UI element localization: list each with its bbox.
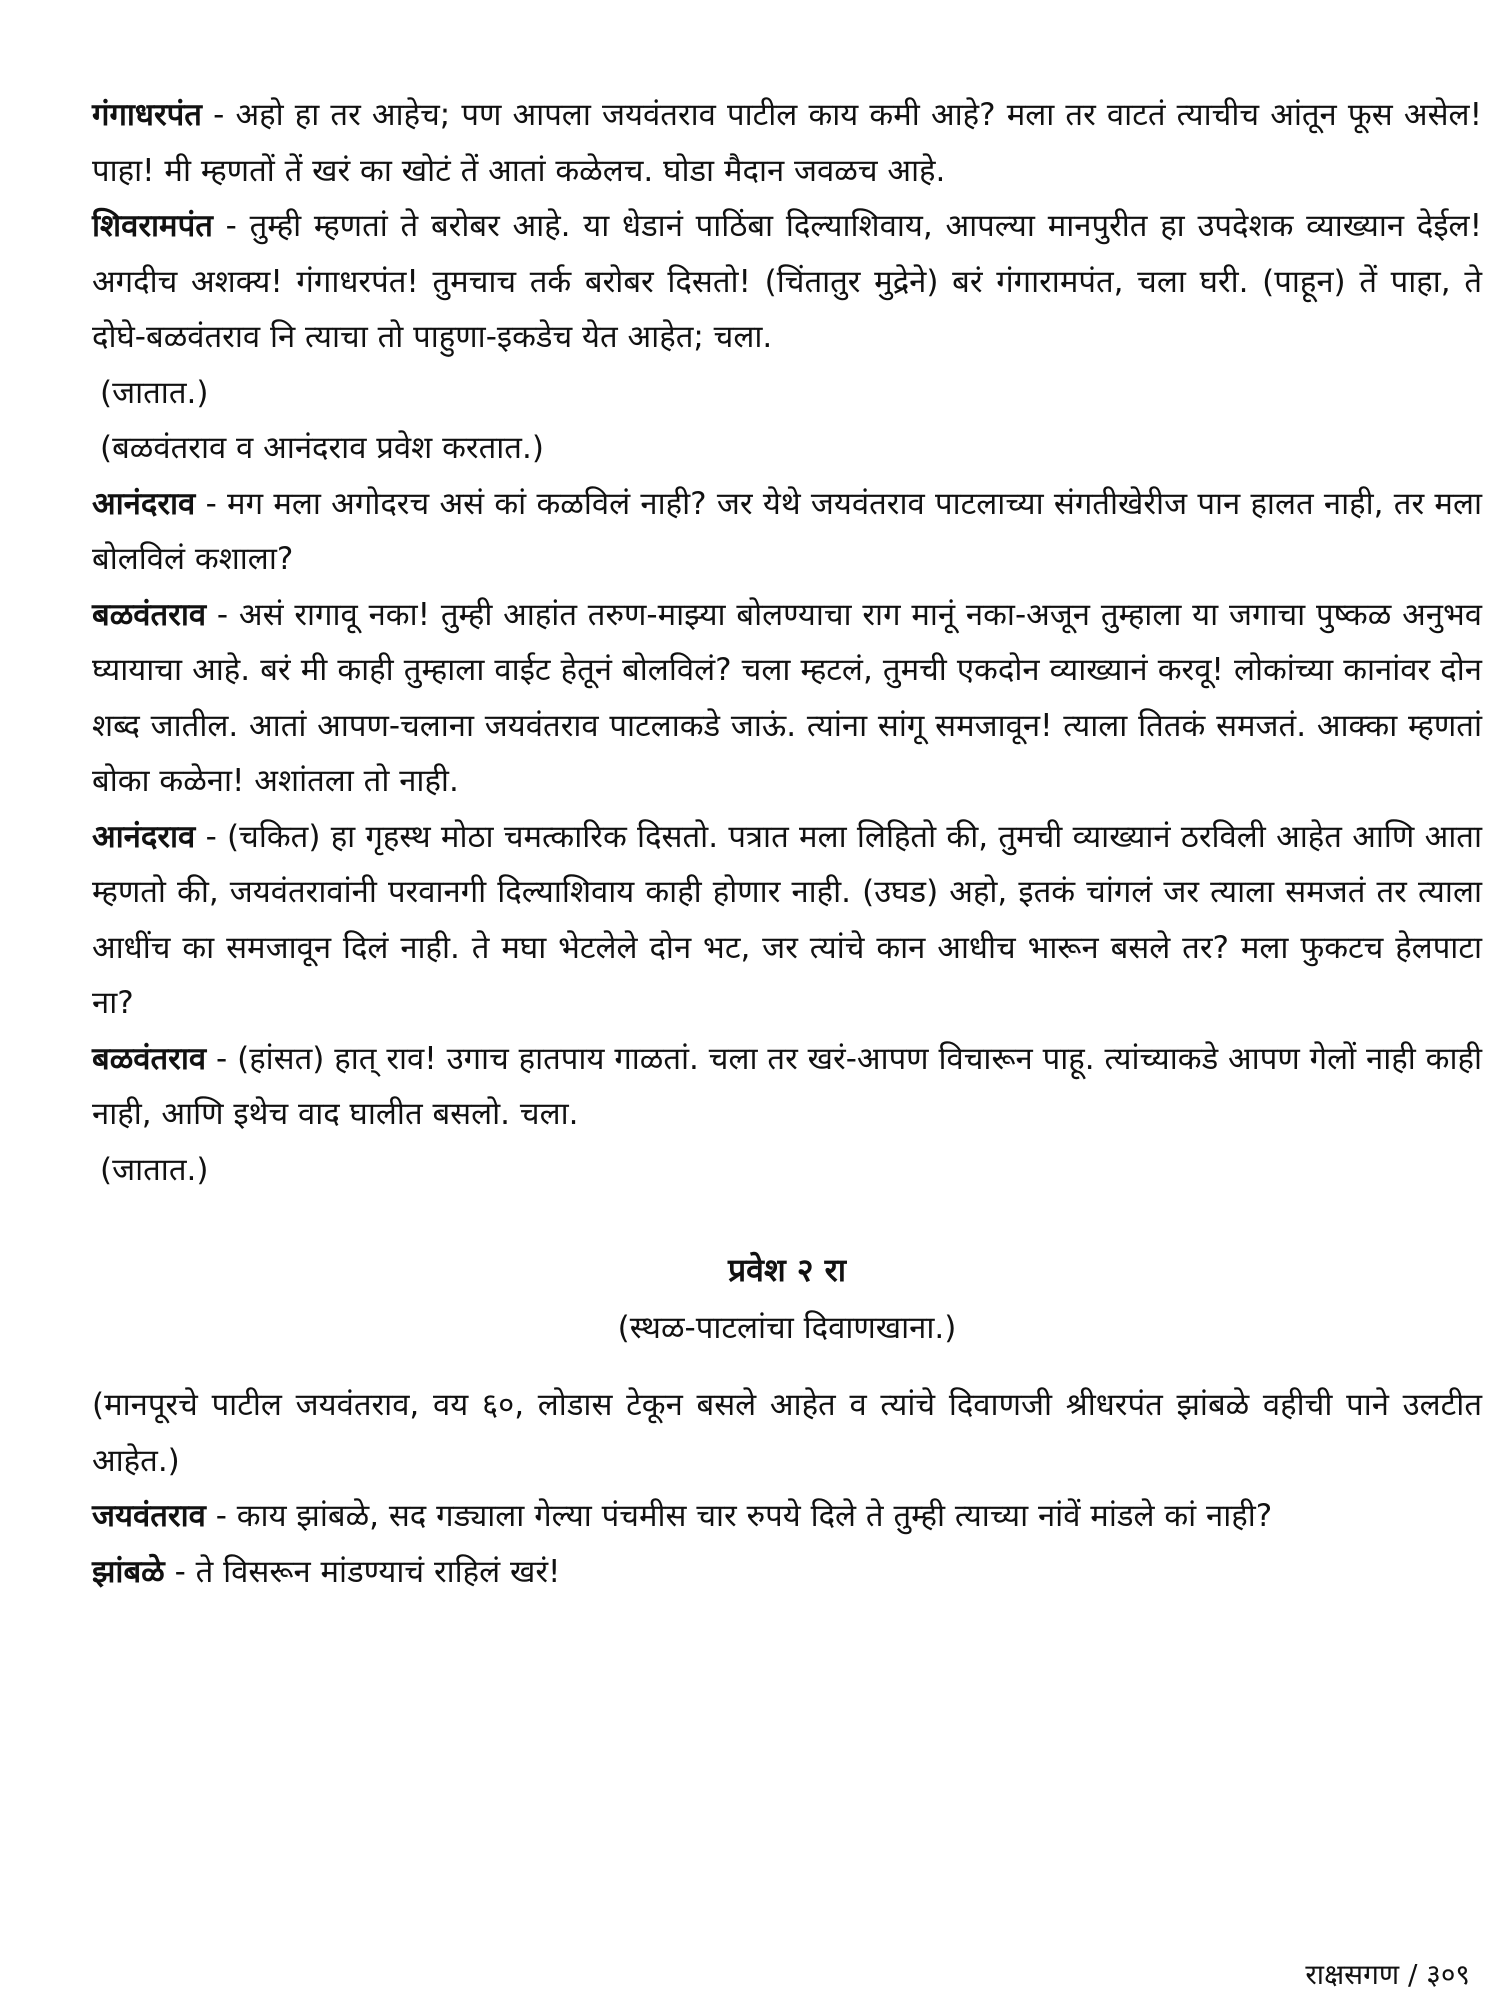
speaker-name: बळवंतराव — [92, 596, 207, 633]
stage-direction — [92, 421, 1482, 477]
speaker-name: आनंदराव — [92, 818, 196, 855]
dialogue-paragraph — [92, 477, 1482, 588]
dialogue-text: - मग मला अगोदरच असं कां कळविलं नाही? जर येथे जयवंतराव पाटलाच्या संगतीखेरीज पान हालत नाही, तर मला बोलविलं कशाला? — [92, 485, 1482, 577]
dialogue-paragraph — [92, 588, 1482, 810]
page-footer: राक्षसगण / ३०९ — [1305, 1958, 1470, 1991]
dialogue-text: - अहो हा तर आहेच; पण आपला जयवंतराव पाटील काय कमी आहे? मला तर वाटतं त्याचीच आंतून फूस असेल! पाहा! मी म्हणतों तें खरं का खोटं तें आतां कळेलच. घोडा मैदान जवळच आहे. — [92, 97, 1482, 189]
speaker-name: झांबळे — [92, 1553, 165, 1590]
stage-direction — [92, 1143, 1482, 1199]
stage-direction-text: (जातात.) — [100, 374, 209, 411]
stage-direction-paragraph — [92, 1378, 1482, 1489]
dialogue-text: - तुम्ही म्हणतां ते बरोबर आहे. या धेडानं पाठिंबा दिल्याशिवाय, आपल्या मानपुरीत हा उपदेशक व्याख्यान देईल! अगदीच अशक्य! गंगाधरपंत! तुमचाच तर्क बरोबर दिसतो! (चिंतातुर मुद्रेने) बरं गंगारामपंत, चला घरी. (पाहून) तें पाहा, ते दोघे-बळवंतराव नि त्याचा तो पाहुणा-इकडेच येत आहेत; चला. — [92, 208, 1482, 355]
speaker-name: जयवंतराव — [92, 1498, 206, 1534]
speaker-name: आनंदराव — [92, 485, 196, 522]
speaker-name: गंगाधरपंत — [92, 97, 202, 133]
dialogue-paragraph — [92, 1489, 1482, 1545]
speaker-name: बळवंतराव — [92, 1040, 207, 1077]
stage-direction-text: (बळवंतराव व आनंदराव प्रवेश करतात.) — [100, 430, 544, 466]
dialogue-text: - (चकित) हा गृहस्थ मोठा चमत्कारिक दिसतो. पत्रात मला लिहितो की, तुमची व्याख्यानं ठरविली आहेत आणि आता म्हणतो की, जयवंतरावांनी परवानगी दिल्याशिवाय काही होणार नाही. (उघड) अहो, इतकं चांगलं जर त्याला समजतं तर त्याला आधींच का समजावून दिलं नाही. ते मघा भेटलेले दोन भट, जर त्यांचे कान आधीच भारून बसले तर? मला फुकटच हेलपाटा ना? — [92, 818, 1482, 1021]
speaker-name: शिवरामपंत — [92, 208, 213, 244]
dialogue-paragraph — [92, 88, 1482, 199]
stage-direction — [92, 366, 1482, 422]
dialogue-text: - (हांसत) हात् राव! उगाच हातपाय गाळतां. चला तर खरं-आपण विचारून पाहू. त्यांच्याकडे आपण गेलों नाही काही नाही, आणि इथेच वाद घालीत बसलो. चला. — [92, 1040, 1482, 1132]
scene-title: प्रवेश २ रा — [727, 1251, 847, 1289]
dialogue-paragraph — [92, 1545, 1482, 1601]
dialogue-paragraph — [92, 1032, 1482, 1143]
dialogue-text: - असं रागावू नका! तुम्ही आहांत तरुण-माझ्या बोलण्याचा राग मानूं नका-अजून तुम्हाला या जगाचा पुष्कळ अनुभव घ्यायाचा आहे. बरं मी काही तुम्हाला वाईट हेतूनं बोलविलं? चला म्हटलं, तुमची एकदोन व्याख्यानं करवू! लोकांच्या कानांवर दोन शब्द जातील. आतां आपण-चलाना जयवंतराव पाटलाकडे जाऊं. त्यांना सांगू समजावून! त्याला तितकं समजतं. आक्का म्हणतां बोका कळेना! अशांतला तो नाही. — [92, 596, 1482, 799]
page-body — [92, 88, 1482, 1600]
stage-direction-text: (जातात.) — [100, 1151, 209, 1188]
dialogue-text: - ते विसरून मांडण्याचं राहिलं खरं! — [164, 1553, 561, 1590]
dialogue-paragraph — [92, 810, 1482, 1032]
stage-direction-text: (मानपूरचे पाटील जयवंतराव, वय ६०, लोडास टेकून बसले आहेत व त्यांचे दिवाणजी श्रीधरपंत झांबळे वहीची पाने उलटीत आहेत.) — [92, 1387, 1482, 1479]
dialogue-paragraph — [92, 199, 1482, 366]
dialogue-text: - काय झांबळे, सद गड्याला गेल्या पंचमीस चार रुपये दिले ते तुम्ही त्याच्या नांवें मांडले कां नाही? — [205, 1498, 1273, 1534]
scene-place: (स्थळ-पाटलांचा दिवाणखाना.) — [617, 1310, 957, 1346]
